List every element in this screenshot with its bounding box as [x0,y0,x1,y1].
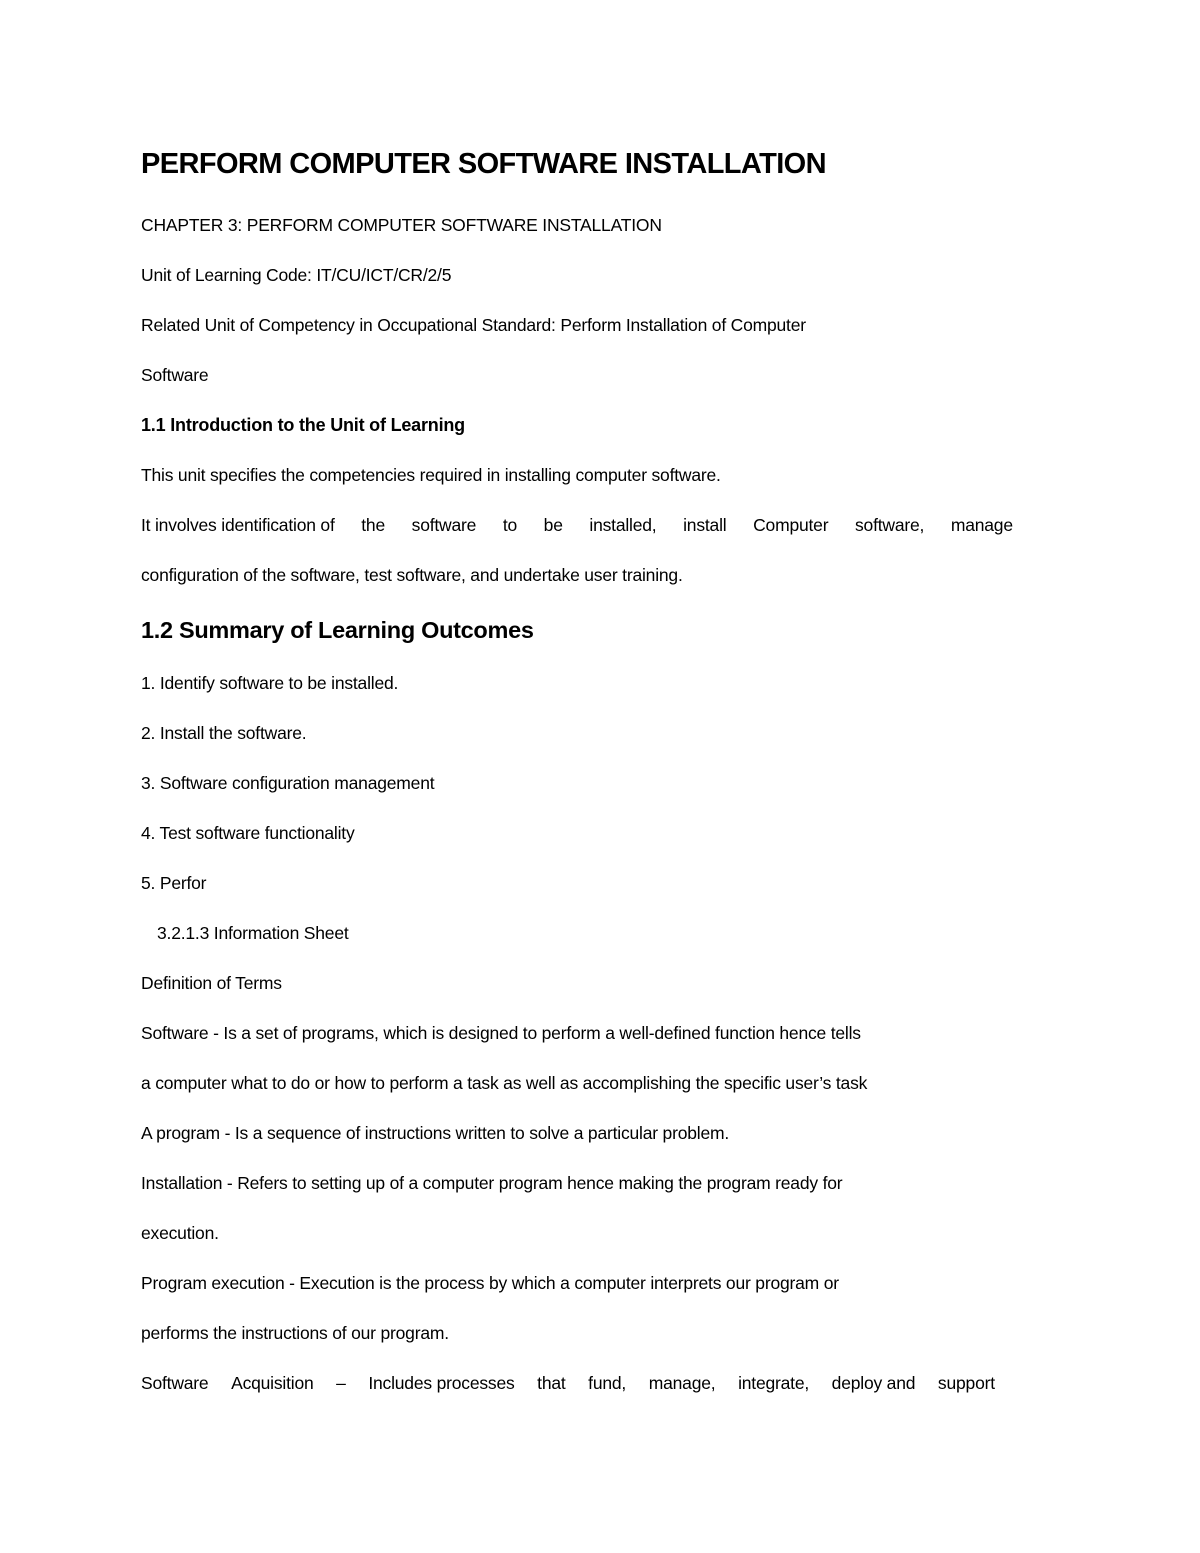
document-title: PERFORM COMPUTER SOFTWARE INSTALLATION [141,148,826,180]
definition-installation-line-1: Installation - Refers to setting up of a computer program hence making the program ready for [141,1173,843,1193]
word: software, [854,515,925,535]
word: to [502,515,518,535]
word: Computer [753,515,829,535]
word: install [683,515,727,535]
word: that [537,1373,566,1393]
section-1-2-heading: 1.2 Summary of Learning Outcomes [141,617,534,643]
definition-installation-line-2: execution. [141,1223,219,1243]
related-unit-line-2: Software [141,365,209,385]
word: the [361,515,385,535]
definition-execution-line-2: performs the instructions of our program. [141,1323,449,1343]
word: It involves identification of [141,515,335,535]
word: integrate, [738,1373,810,1393]
word: manage [950,515,1013,535]
intro-paragraph-1: This unit specifies the competencies required in installing computer software. [141,465,721,485]
word: Includes processes [368,1373,515,1393]
info-sheet-heading: 3.2.1.3 Information Sheet [157,923,349,943]
definition-software-line-1: Software - Is a set of programs, which is designed to perform a well-defined function hence tells [141,1023,861,1043]
word: support [937,1373,995,1393]
outcome-item: 5. Perfor [141,873,207,893]
chapter-line: CHAPTER 3: PERFORM COMPUTER SOFTWARE INSTALLATION [141,215,662,235]
word: fund, [588,1373,627,1393]
outcome-item: 3. Software configuration management [141,773,435,793]
word: Software [141,1373,209,1393]
word: – [336,1373,346,1393]
word: be [543,515,563,535]
definition-acquisition-line-1 [141,1358,995,1408]
intro-paragraph-2-line-2: configuration of the software, test software, and undertake user training. [141,565,683,585]
word: manage, [648,1373,716,1393]
outcome-item: 4. Test software functionality [141,823,355,843]
definition-program: A program - Is a sequence of instructions written to solve a particular problem. [141,1123,730,1143]
word: software [411,515,477,535]
definition-execution-line-1: Program execution - Execution is the process by which a computer interprets our program or [141,1273,839,1293]
outcome-item: 1. Identify software to be installed. [141,673,399,693]
document-body [141,138,1041,1408]
outcome-item: 2. Install the software. [141,723,307,743]
word: installed, [589,515,657,535]
related-unit-line-1: Related Unit of Competency in Occupational Standard: Perform Installation of Computer [141,315,806,335]
section-1-1-heading: 1.1 Introduction to the Unit of Learning [141,415,465,435]
definition-software-line-2: a computer what to do or how to perform a task as well as accomplishing the specific user’s task [141,1073,868,1093]
definitions-heading: Definition of Terms [141,973,282,993]
unit-code-line: Unit of Learning Code: IT/CU/ICT/CR/2/5 [141,265,452,285]
word: Acquisition [231,1373,314,1393]
word: deploy and [831,1373,916,1393]
intro-paragraph-2-line-1 [141,500,1013,550]
